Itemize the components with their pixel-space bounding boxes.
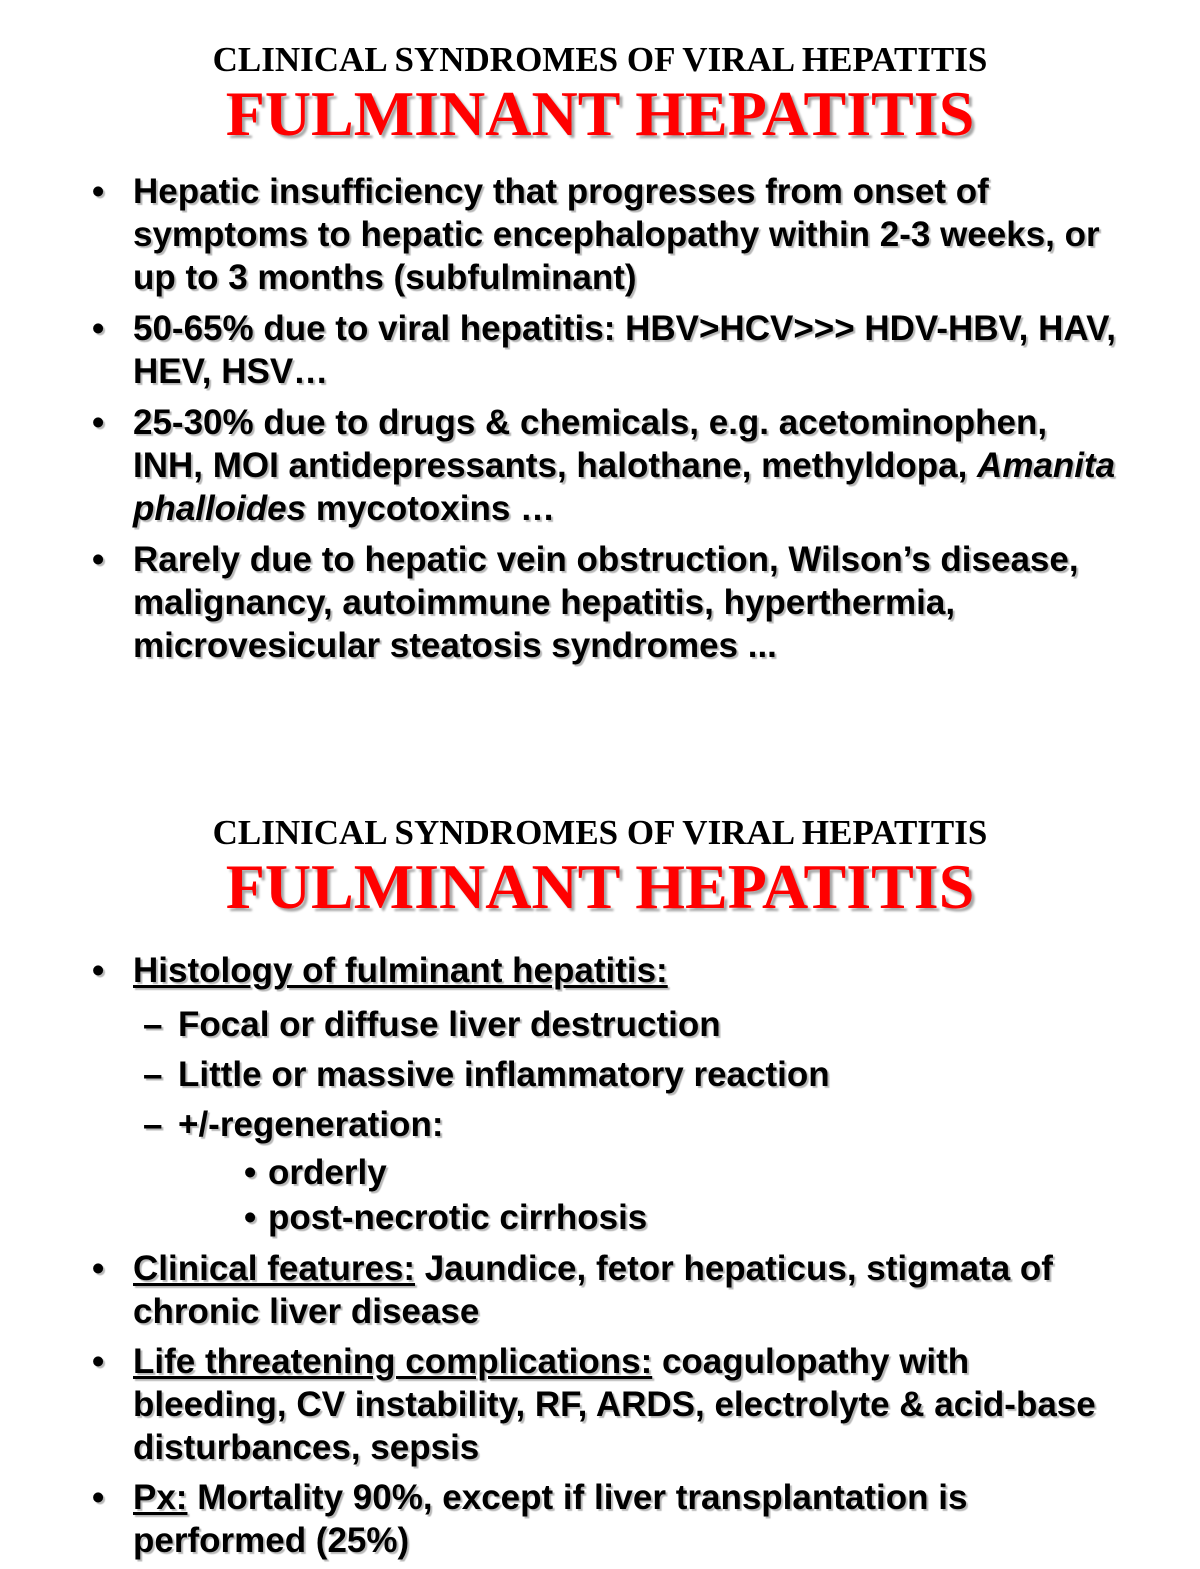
histology-heading: Histology of fulminant hepatitis: [133,951,668,990]
regeneration-item-text: orderly [268,1153,387,1192]
histology-sublist [133,1000,1123,1240]
bullet-text: 25-30% due to drugs & chemicals, e.g. acetominophen, INH, MOI antidepressants, halothane, methyldopa, [133,403,1048,485]
slide-1 [0,38,1200,665]
bullet-marker: • [92,1342,105,1381]
bullet-prognosis [0,1476,1123,1562]
histology-item [133,1000,1200,1050]
slide-2-title: FULMINANT HEPATITIS [225,851,975,922]
bullet-clinical-features [0,1247,1123,1333]
clinical-heading: Clinical features: [133,1249,416,1288]
bullet-marker: • [92,951,105,990]
regeneration-item-text: post-necrotic cirrhosis [268,1198,648,1237]
regeneration-item [178,1195,1200,1240]
bullet-marker: • [92,1478,105,1517]
bullet-text: Hepatic insufficiency that progresses from onset of symptoms to hepatic encephalopathy within 2-3 weeks, or up to 3 months (subfulminant) [133,172,1100,297]
histology-item-text: +/-regeneration: [178,1105,444,1144]
histology-item-text: Little or massive inflammatory reaction [178,1055,830,1094]
histology-item [133,1100,1200,1240]
histology-item-text: Focal or diffuse liver destruction [178,1005,721,1044]
bullet-rare-causes [0,538,1123,667]
slide-1-subtitle: CLINICAL SYNDROMES OF VIRAL HEPATITIS [212,40,988,79]
histology-item [133,1050,1200,1100]
bullet-drug-causes [0,401,1123,530]
bullet-complications [0,1340,1123,1469]
dash-marker: – [143,1055,163,1094]
complications-text: coagulopathy with bleeding, CV instability, RF, ARDS, electrolyte & acid-base disturbances, sepsis [133,1342,1096,1467]
slide-1-bullet-list [0,170,1123,675]
slide-1-title: FULMINANT HEPATITIS [225,78,975,149]
bullet-marker: • [92,403,105,442]
bullet-marker: • [244,1198,257,1237]
prognosis-heading: Px: [133,1478,188,1517]
bullet-viral-causes [0,307,1123,393]
slide-2-subtitle: CLINICAL SYNDROMES OF VIRAL HEPATITIS [212,813,988,852]
bullet-marker: • [92,1249,105,1288]
bullet-marker: • [244,1153,257,1192]
slide-2 [0,811,1200,1560]
regeneration-item [178,1150,1200,1195]
dash-marker: – [143,1105,163,1144]
bullet-italic-species: Amanita phalloides [133,446,1116,528]
bullet-text: Rarely due to hepatic vein obstruction, Wilson’s disease, malignancy, autoimmune hepatitis, hyperthermia, microvesicular steatosis syndromes ... [133,540,1079,665]
bullet-marker: • [92,172,105,211]
prognosis-text: Mortality 90%, except if liver transplantation is performed (25%) [133,1478,968,1560]
clinical-text: Jaundice, fetor hepaticus, stigmata of chronic liver disease [133,1249,1053,1331]
bullet-marker: • [92,540,105,579]
bullet-marker: • [92,309,105,348]
bullet-histology [0,949,1123,1240]
regeneration-sublist [178,1150,1200,1240]
bullet-text-tail: mycotoxins … [306,489,556,528]
dash-marker: – [143,1005,163,1044]
bullet-text: 50-65% due to viral hepatitis: HBV>HCV>>> HDV-HBV, HAV, HEV, HSV… [133,309,1116,391]
complications-heading: Life threatening complications: [133,1342,653,1381]
bullet-hepatic-insufficiency [0,170,1123,299]
slide-2-bullet-list [0,949,1123,1569]
